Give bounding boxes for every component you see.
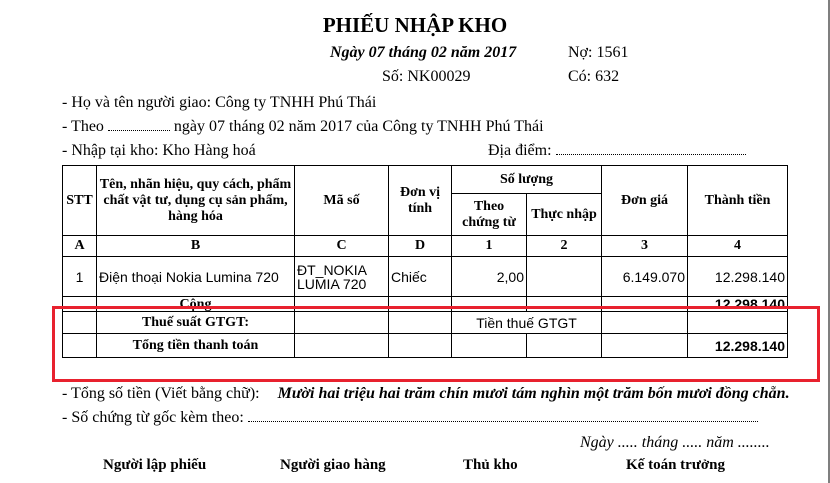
total-amount: 12.298.140 <box>688 297 788 312</box>
warehouse-line: - Nhập tại kho: Kho Hàng hoá <box>62 142 256 159</box>
per-line <box>62 118 544 136</box>
header-unit: Đơn vị tính <box>389 166 452 236</box>
index-cell: 1 <box>452 236 527 257</box>
amount-words-line <box>62 385 790 403</box>
header-price: Đơn giá <box>602 166 688 236</box>
credit-account: Có: 632 <box>568 68 620 85</box>
index-cell: A <box>63 236 97 257</box>
per-blank <box>108 118 170 131</box>
index-cell: 3 <box>602 236 688 257</box>
document-title: PHIẾU NHẬP KHO <box>322 13 508 37</box>
attached-docs-line <box>62 409 758 427</box>
location-blank <box>556 142 746 155</box>
document-number: Số: NK00029 <box>382 68 471 85</box>
item-price: 6.149.070 <box>602 257 688 297</box>
header-actual: Thực nhập <box>527 194 602 236</box>
header-code: Mã số <box>295 166 389 236</box>
sign-date: Ngày ..... tháng ..... năm ........ <box>580 434 770 451</box>
table-row <box>63 257 788 297</box>
vat-note: Tiền thuế GTGT <box>452 312 602 334</box>
header-amount: Thành tiền <box>688 166 788 236</box>
signer-deliverer: Người giao hàng <box>280 457 386 473</box>
attached-docs-blank <box>248 409 758 422</box>
attached-docs-label: - Số chứng từ gốc kèm theo: <box>62 409 244 426</box>
index-cell: C <box>295 236 389 257</box>
amount-words-value: Mười hai triệu hai trăm chín mươi tám nghìn một trăm bốn mươi đồng chẵn. <box>277 385 790 402</box>
item-code: ĐT_NOKIA LUMIA 720 <box>295 257 389 297</box>
highlight-box <box>52 306 820 382</box>
location-line <box>488 142 746 160</box>
per-rest: ngày 07 tháng 02 năm 2017 của Công ty TNHH Phú Thái <box>173 118 544 135</box>
grand-total-label: Tổng tiền thanh toán <box>97 334 295 358</box>
signer-storekeeper: Thủ kho <box>463 457 518 473</box>
giver-line: - Họ và tên người giao: Công ty TNHH Phú Thái <box>62 94 377 111</box>
document-date: Ngày 07 tháng 02 năm 2017 <box>330 44 517 61</box>
signer-chief-accountant: Kế toán trưởng <box>626 457 725 473</box>
debit-account: Nợ: 1561 <box>568 44 629 61</box>
vat-label: Thuế suất GTGT: <box>97 312 295 334</box>
location-label: Địa điểm: <box>488 142 552 159</box>
header-per-doc: Theo chứng từ <box>452 194 527 236</box>
header-quantity: Số lượng <box>452 166 602 194</box>
header-name: Tên, nhãn hiệu, quy cách, phẩm chất vật tư, dụng cụ sản phẩm, hàng hóa <box>97 166 295 236</box>
item-amount: 12.298.140 <box>688 257 788 297</box>
index-cell: 2 <box>527 236 602 257</box>
item-per-doc: 2,00 <box>452 257 527 297</box>
item-actual <box>527 257 602 297</box>
item-name: Điện thoại Nokia Lumina 720 <box>97 257 295 297</box>
signer-preparer: Người lập phiếu <box>103 457 207 473</box>
total-label: Cộng <box>97 297 295 312</box>
header-stt: STT <box>63 166 97 236</box>
per-prefix: - Theo <box>62 118 104 135</box>
item-stt: 1 <box>63 257 97 297</box>
amount-words-label: - Tổng số tiền (Viết bằng chữ): <box>62 385 260 402</box>
grand-total-amount: 12.298.140 <box>688 334 788 358</box>
index-cell: 4 <box>688 236 788 257</box>
item-unit: Chiếc <box>389 257 452 297</box>
index-cell: B <box>97 236 295 257</box>
index-cell: D <box>389 236 452 257</box>
